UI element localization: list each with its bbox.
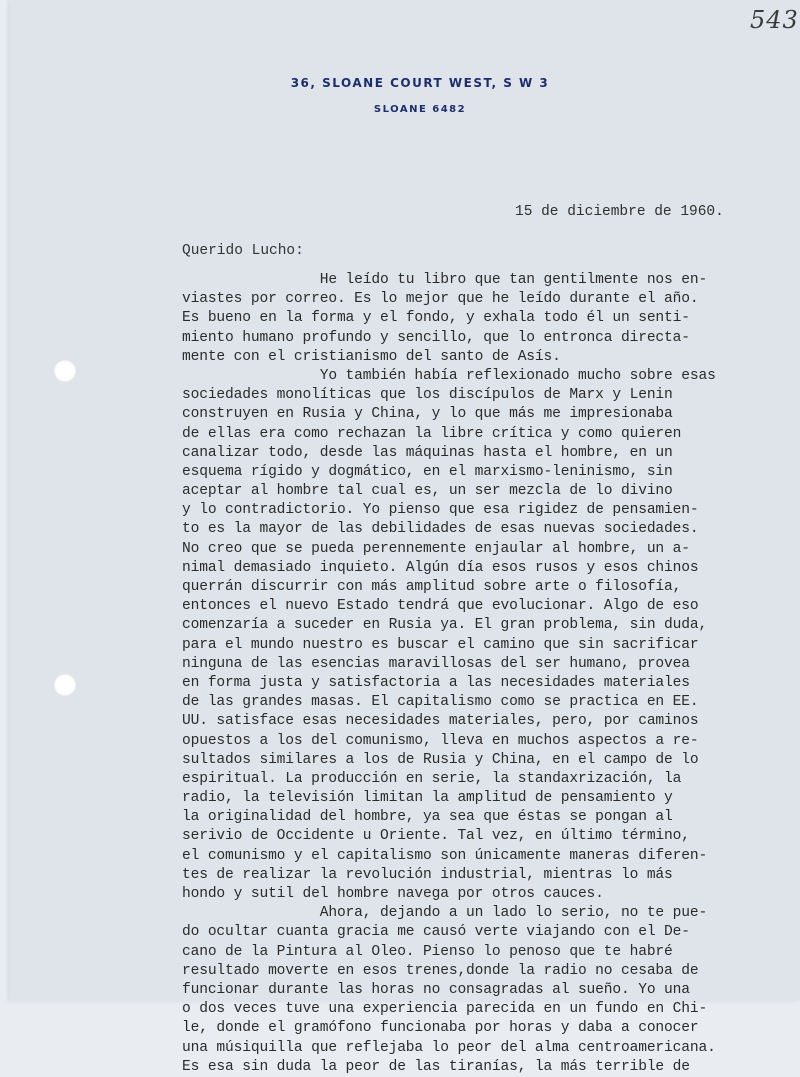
- letter-line: el comunismo y el capitalismo son únicamente maneras diferen-: [182, 847, 708, 864]
- letter-line: una músiquilla que reflejaba lo peor del alma centroamericana.: [182, 1039, 716, 1056]
- punch-hole-bottom: [54, 674, 76, 696]
- letter-line: la originalidad del hombre, ya sea que éstas se pongan al: [182, 809, 673, 826]
- letter-line: resultado moverte en esos trenes,donde la radio no cesaba de: [182, 962, 699, 979]
- letterhead: [10, 76, 800, 115]
- letter-line: opuestos a los del comunismo, lleva en muchos aspectos a re-: [182, 732, 699, 749]
- letter-line: miento humano profundo y sencillo, que lo entronca directa-: [182, 329, 690, 346]
- letter-line: sultados similares a los de Rusia y China, en el campo de lo: [182, 751, 699, 768]
- letter-salutation: Querido Lucho:: [182, 243, 304, 259]
- letter-line: to es la mayor de las debilidades de esas nuevas sociedades.: [182, 521, 699, 538]
- letter-line: funcionar durante las horas no consagradas al sueño. Yo una: [182, 981, 690, 998]
- letter-line: tes de realizar la revolución industrial, mientras lo más: [182, 866, 673, 883]
- letter-body: [182, 271, 716, 1077]
- letter-page: [10, 0, 800, 1075]
- letter-line: Yo también había reflexionado mucho sobre esas: [182, 367, 716, 384]
- letter-line: aceptar al hombre tal cual es, un ser mezcla de lo divino: [182, 483, 673, 500]
- letter-line: comenzaría a suceder en Rusia ya. El gran problema, sin duda,: [182, 617, 708, 634]
- letter-line: entonces el nuevo Estado tendrá que evolucionar. Algo de eso: [182, 598, 699, 615]
- letter-line: nimal demasiado inquieto. Algún día esos rusos y esos chinos: [182, 559, 699, 576]
- letter-line: de ellas era como rechazan la libre crítica y como quieren: [182, 425, 682, 442]
- letter-line: Es bueno en la forma y el fondo, y exhala todo él un senti-: [182, 310, 690, 327]
- letter-line: do ocultar cuanta gracia me causó verte viajando con el De-: [182, 924, 690, 941]
- letter-line: viastes por correo. Es lo mejor que he leído durante el año.: [182, 291, 699, 308]
- letter-line: o dos veces tuve una experiencia parecida en un fundo en Chi-: [182, 1001, 708, 1018]
- letter-line: serivio de Occidente u Oriente. Tal vez, en último término,: [182, 828, 690, 845]
- letter-line: en forma justa y satisfactoria a las necesidades materiales: [182, 674, 690, 691]
- letter-line: sociedades monolíticas que los discípulos de Marx y Lenin: [182, 387, 673, 404]
- punch-hole-top: [54, 360, 76, 382]
- letter-line: construyen en Rusia y China, y lo que más me impresionaba: [182, 406, 673, 423]
- letter-line: radio, la televisión limitan la amplitud de pensamiento y: [182, 790, 673, 807]
- letter-line: He leído tu libro que tan gentilmente nos en-: [182, 272, 708, 288]
- letter-line: Es esa sin duda la peor de las tiranías, la más terrible de: [182, 1058, 690, 1075]
- letterhead-phone: SLOANE 6482: [373, 104, 467, 115]
- letter-date: 15 de diciembre de 1960.: [515, 204, 724, 220]
- letter-line: espiritual. La producción en serie, la standaxrización, la: [182, 770, 682, 787]
- letter-line: mente con el cristianismo del santo de Asís.: [182, 348, 561, 365]
- archive-number: 543: [750, 6, 799, 34]
- letter-line: UU. satisface esas necesidades materiales, pero, por caminos: [182, 713, 699, 730]
- letter-line: esquema rígido y dogmático, en el marxismo-leninismo, sin: [182, 463, 673, 480]
- letter-line: de las grandes masas. El capitalismo como se practica en EE.: [182, 694, 699, 711]
- letter-line: querrán discurrir con más amplitud sobre arte o filosofía,: [182, 579, 682, 595]
- letter-line: para el mundo nuestro es buscar el camino que sin sacrificar: [182, 636, 699, 653]
- letter-line: canalizar todo, desde las máquinas hasta el hombre, en un: [182, 444, 673, 461]
- letter-line: ninguna de las esencias maravillosas del ser humano, provea: [182, 655, 690, 672]
- letter-line: No creo que se pueda perennemente enjaular al hombre, un a-: [182, 540, 690, 557]
- letter-line: y lo contradictorio. Yo pienso que esa rigidez de pensamien-: [182, 502, 699, 519]
- letter-line: hondo y sutil del hombre navega por otros cauces.: [182, 886, 604, 902]
- letter-line: le, donde el gramófono funcionaba por horas y daba a conocer: [182, 1020, 699, 1037]
- letter-line: cano de la Pintura al Oleo. Pienso lo penoso que te habré: [182, 943, 673, 960]
- letterhead-address: 36, SLOANE COURT WEST, S W 3: [290, 76, 550, 90]
- letter-line: Ahora, dejando a un lado lo serio, no te pue-: [182, 905, 708, 922]
